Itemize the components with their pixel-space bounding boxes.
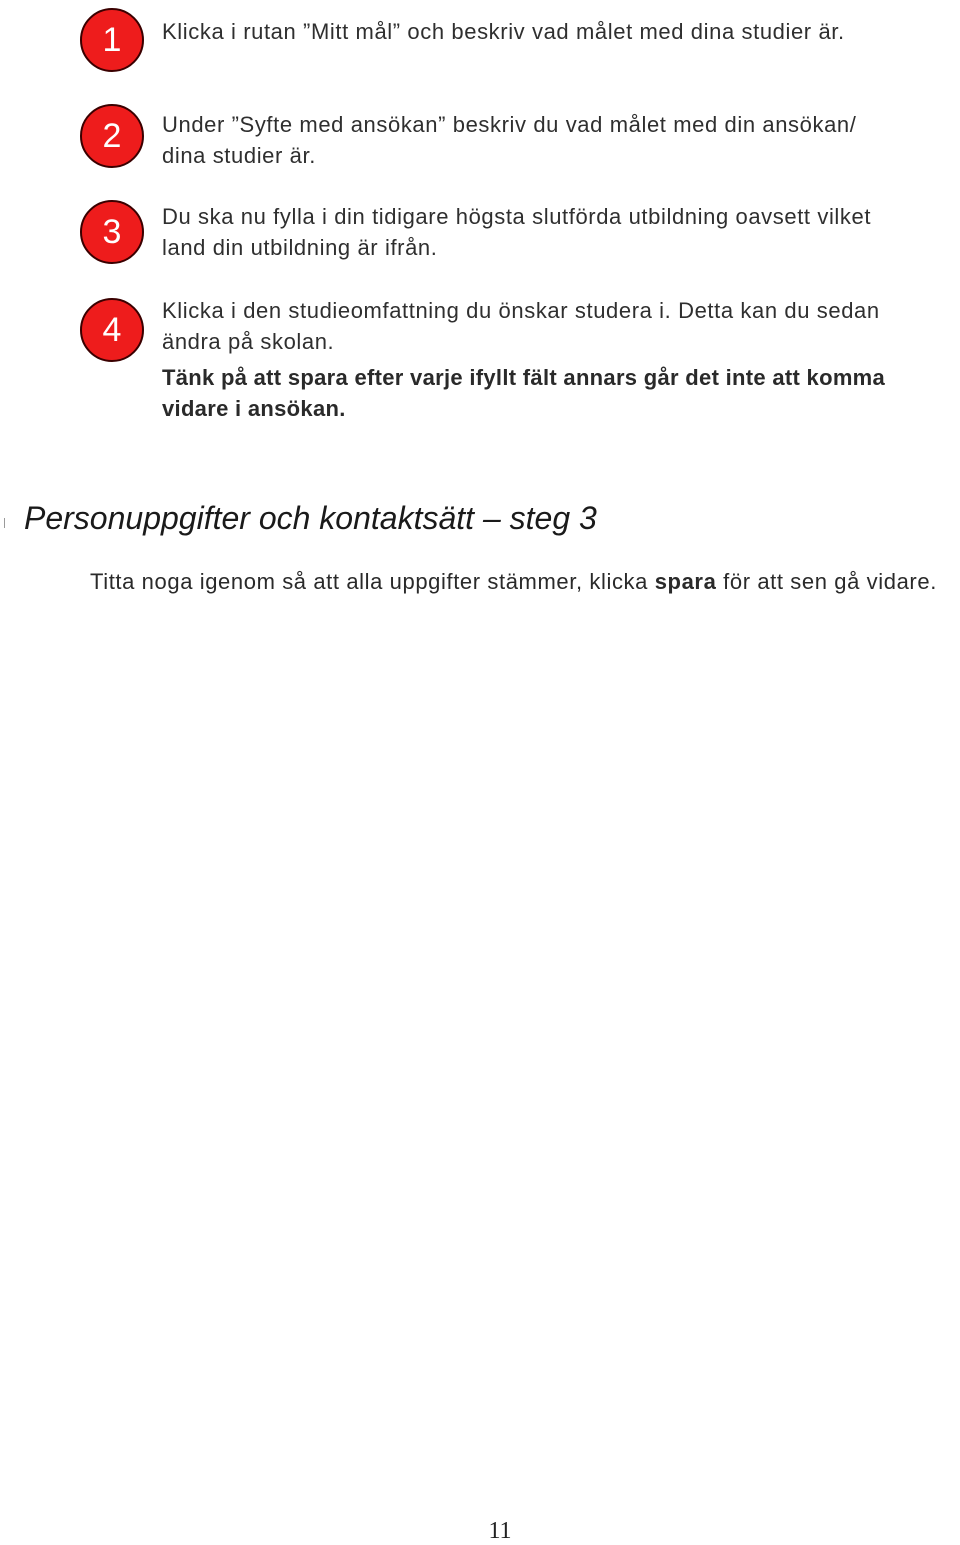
save-keyword: spara bbox=[654, 569, 717, 594]
page-number: 11 bbox=[488, 1518, 512, 1544]
step-number-badge: 4 bbox=[80, 298, 144, 362]
section-body bbox=[90, 566, 960, 598]
section-body-text-end: för att sen gå vidare. bbox=[716, 569, 937, 594]
step-instruction: Du ska nu fylla i din tidigare högsta slutförda utbildning oavsett vilket land din utbildning är ifrån. bbox=[162, 204, 872, 260]
margin-mark bbox=[4, 518, 5, 528]
step-instruction: Klicka i rutan ”Mitt mål” och beskriv vad målet med dina studier är. bbox=[162, 19, 845, 44]
step-number-badge: 1 bbox=[80, 8, 144, 72]
save-warning: Tänk på att spara efter varje ifyllt fält annars går det inte att komma vidare i ansökan. bbox=[162, 365, 886, 421]
step-instruction: Klicka i den studieomfattning du önskar studera i. Detta kan du sedan ändra på skolan. bbox=[162, 298, 880, 354]
step-instruction: Under ”Syfte med ansökan” beskriv du vad målet med din ansökan/ dina studier är. bbox=[162, 112, 857, 168]
step-number-badge: 2 bbox=[80, 104, 144, 168]
section-heading: Personuppgifter och kontaktsätt – steg 3 bbox=[24, 500, 597, 536]
step-number-badge: 3 bbox=[80, 200, 144, 264]
section-body-text: Titta noga igenom så att alla uppgifter stämmer, klicka bbox=[90, 569, 655, 594]
